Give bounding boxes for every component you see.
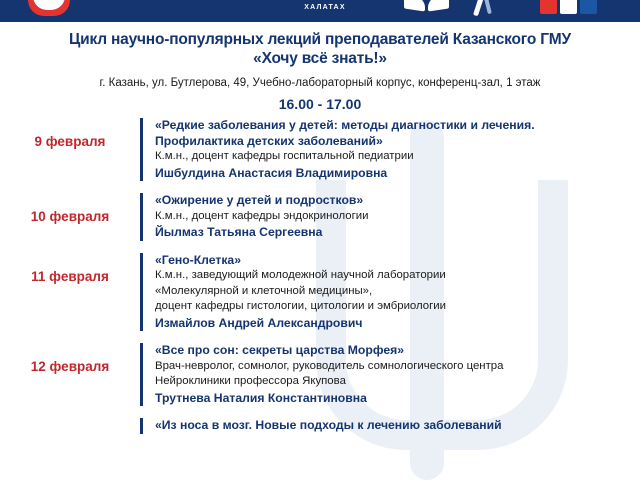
lecturer-name: Ишбулдина Анастасия Владимировна [155, 165, 388, 180]
schedule-details [155, 118, 640, 181]
lecturer-name: Трутнева Наталия Константиновна [155, 390, 367, 405]
lecturer-position: К.м.н., доцент кафедры эндокринологии [155, 209, 369, 222]
schedule-row [0, 193, 640, 241]
lecturer-position: Нейроклиники профессора Якупова [155, 375, 346, 387]
schedule-list [0, 118, 640, 446]
schedule-date: 11 февраля [31, 268, 109, 284]
lecturer-name: Йылмаз Татьяна Сергеевна [155, 225, 323, 239]
schedule-row [0, 343, 640, 406]
venue-text: г. Казань, ул. Бутлерова, 49, Учебно-лабораторный корпус, конференц-зал, 1 этаж [99, 77, 541, 89]
lecture-title: «Редкие заболевания у детей: методы диагностики и лечения. [155, 118, 535, 132]
schedule-details [155, 343, 640, 406]
schedule-divider [140, 418, 143, 434]
schedule-date: 9 февраля [34, 134, 106, 149]
schedule-divider [140, 343, 143, 406]
checkmark-logo [470, 0, 500, 20]
schedule-divider [140, 118, 143, 181]
lecture-title: «Из носа в мозг. Новые подходы к лечению заболеваний [155, 418, 502, 432]
lecturer-position: доцент кафедры гистологии, цитологии и эмбриологии [155, 300, 446, 312]
poster-header [0, 30, 640, 112]
schedule-divider [140, 193, 143, 241]
lecture-title: «Все про сон: секреты царства Морфея» [155, 343, 404, 357]
lecturer-name: Измайлов Андрей Александрович [155, 315, 363, 330]
top-banner-caption: ХАЛАТАХ [304, 4, 346, 11]
schedule-row [0, 118, 640, 181]
schedule-row [0, 418, 640, 434]
page-title-line1: Цикл научно-популярных лекций преподавателей Казанского ГМУ [69, 31, 571, 48]
lecturer-position: К.м.н., доцент кафедры госпитальной педиатрии [155, 150, 414, 162]
page-title-line2: «Хочу всё знать!» [253, 50, 387, 67]
time-text: 16.00 - 17.00 [278, 96, 362, 112]
schedule-date: 10 февраля [30, 209, 110, 224]
lecturer-position: К.м.н., заведующий молодежной научной лаборатории [155, 269, 446, 281]
schedule-details [155, 253, 640, 332]
three-squares-logo [540, 0, 602, 18]
red-swoosh-logo [28, 0, 70, 18]
lecture-title: «Ожирение у детей и подростков» [155, 193, 364, 207]
schedule-date [0, 418, 140, 434]
schedule-divider [140, 253, 143, 332]
lecture-title: Профилактика детских заболеваний» [155, 133, 383, 148]
lecturer-position: Врач-невролог, сомнолог, руководитель сомнологического центра [155, 359, 504, 372]
schedule-date: 12 февраля [30, 359, 110, 374]
schedule-row [0, 253, 640, 332]
schedule-details [155, 193, 640, 241]
lecture-title: «Гено-Клетка» [155, 252, 241, 267]
lecturer-position: «Молекулярной и клеточной медицины», [155, 284, 373, 297]
open-book-logo [404, 0, 450, 18]
top-banner-strip [0, 0, 640, 22]
schedule-details [155, 418, 640, 434]
